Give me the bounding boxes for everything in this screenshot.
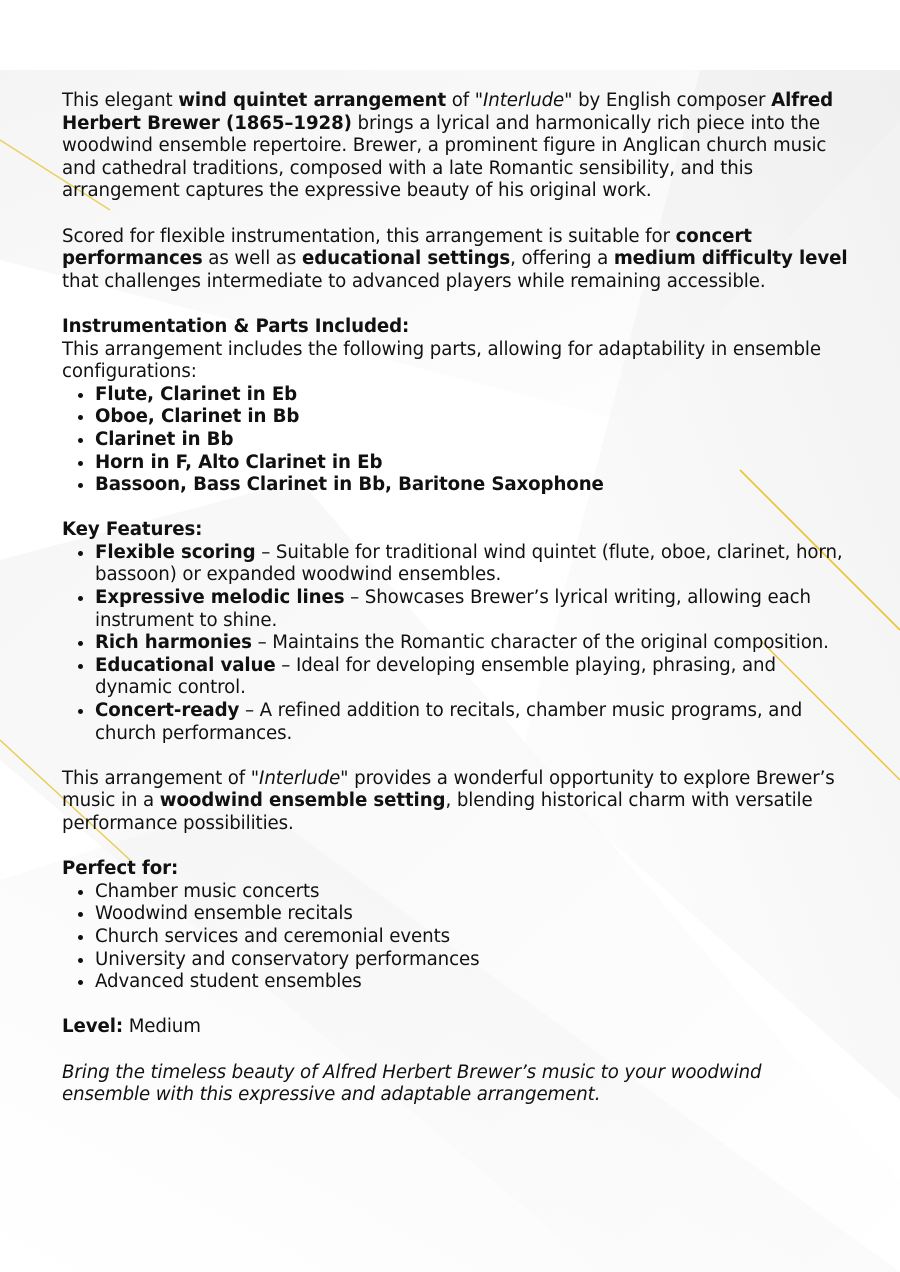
document-body [62, 90, 852, 1129]
list-item [95, 632, 852, 655]
scoring-emphasis: educational settings [301, 248, 511, 270]
list-item: • University and conservatory performances [95, 949, 852, 972]
feature-title: Rich harmonies [95, 632, 252, 654]
intro-text: brings a lyrical and harmonically rich piece into the woodwind ensemble repertoire. Brewer, a prominent figure in Anglican church music and cathedral traditions, composed with a late Romantic sensibility, and this arrangement captures the expressive beauty of his original work. [62, 112, 827, 202]
summary-text: This arrangement of [62, 767, 251, 789]
scoring-text: Scored for flexible instrumentation, this arrangement is suitable for [62, 225, 676, 247]
piece-title: "Interlude" [474, 90, 573, 111]
list-item: • Chamber music concerts [95, 881, 852, 904]
perfect-for-section [62, 858, 852, 994]
closing-statement: Bring the timeless beauty of Alfred Herbert Brewer’s music to your woodwind ensemble with this expressive and adaptable arrangement. [62, 1061, 762, 1106]
scoring-text: that challenges intermediate to advanced players while remaining accessible. [62, 270, 766, 292]
instrumentation-section [62, 316, 852, 497]
summary-emphasis: woodwind ensemble setting [159, 790, 446, 812]
list-item [95, 452, 852, 475]
perfect-for-heading: Perfect for: [62, 858, 179, 880]
composer-name: Alfred Herbert Brewer (1865–1928) [62, 90, 834, 134]
part-name: Clarinet in Bb [95, 428, 234, 450]
level-line [62, 1016, 852, 1039]
intro-paragraph [62, 90, 852, 203]
parts-list [62, 384, 852, 497]
piece-title: "Interlude" [250, 767, 349, 789]
intro-text: This elegant [62, 90, 179, 111]
feature-text: – Ideal for developing ensemble playing, phrasing, and dynamic control. [95, 654, 776, 699]
feature-text: – Maintains the Romantic character of the original composition. [251, 632, 829, 654]
feature-title: Concert-ready [95, 700, 240, 722]
part-name: Oboe, Clarinet in Bb [95, 406, 300, 428]
instrumentation-heading: Instrumentation & Parts Included: [62, 315, 410, 337]
perfect-for-list [62, 881, 852, 994]
features-heading: Key Features: [62, 519, 203, 541]
list-item [95, 587, 852, 632]
list-item: • Woodwind ensemble recitals [95, 903, 852, 926]
instrumentation-description: This arrangement includes the following parts, allowing for adaptability in ensemble configurations: [62, 338, 821, 383]
scoring-text: , offering a [510, 248, 614, 270]
summary-text: , blending historical charm with versatile performance possibilities. [62, 790, 813, 834]
scoring-paragraph [62, 226, 852, 294]
feature-text: – Showcases Brewer’s lyrical writing, allowing each instrument to shine. [95, 587, 811, 631]
intro-text: by English composer [572, 90, 772, 111]
feature-text: – Suitable for traditional wind quintet (flute, oboe, clarinet, horn, bassoon) or expanded woodwind ensembles. [95, 541, 843, 586]
level-label: Level: [62, 1016, 124, 1038]
list-item: • Church services and ceremonial events [95, 926, 852, 949]
summary-paragraph [62, 768, 852, 836]
feature-title: Expressive melodic lines [95, 587, 345, 609]
feature-title: Flexible scoring [95, 541, 256, 563]
level-value: Medium [123, 1016, 201, 1038]
scoring-text: as well as [202, 248, 302, 270]
list-item [95, 474, 852, 497]
feature-text: – A refined addition to recitals, chamber music programs, and church performances. [95, 700, 803, 744]
features-list [62, 542, 852, 745]
list-item [95, 655, 852, 700]
part-name: Horn in F, Alto Clarinet in Eb [95, 451, 383, 473]
intro-text: of [446, 90, 475, 111]
feature-title: Educational value [95, 654, 276, 676]
scoring-emphasis: medium difficulty level [613, 248, 848, 270]
intro-emphasis: wind quintet arrangement [178, 90, 447, 111]
part-name: Flute, Clarinet in Eb [95, 383, 298, 405]
features-section [62, 519, 852, 745]
list-item [95, 429, 852, 452]
part-name: Bassoon, Bass Clarinet in Bb, Baritone Saxophone [95, 474, 604, 496]
scoring-emphasis: concert performances [62, 225, 752, 270]
list-item: • Advanced student ensembles [95, 971, 852, 994]
list-item [95, 406, 852, 429]
summary-text: provides a wonderful opportunity to explore Brewer’s music in a [62, 767, 835, 812]
list-item [95, 384, 852, 407]
list-item [95, 542, 852, 587]
list-item [95, 700, 852, 745]
